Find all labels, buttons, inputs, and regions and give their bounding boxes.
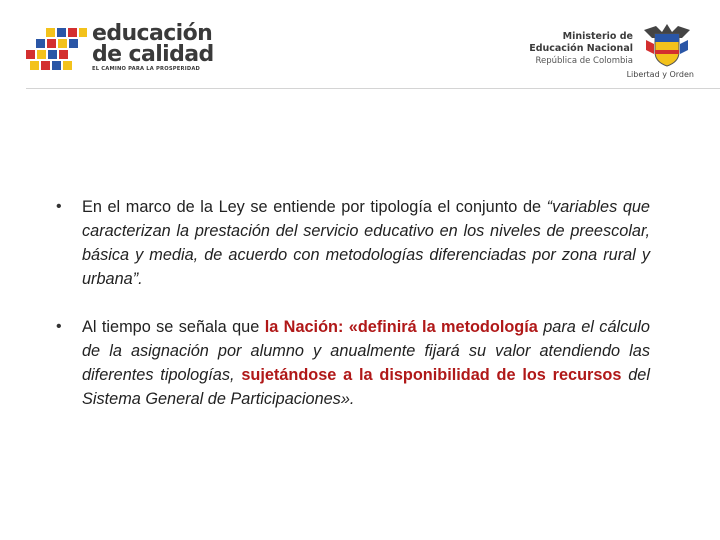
bullet-text	[82, 195, 650, 291]
quoted-text-segment: para el cálculo de la asignación por alumno y anualmente fijará su valor atendiendo las diferentes tipologías,	[82, 318, 650, 384]
motto-text: Libertad y Orden	[626, 70, 694, 79]
quoted-text-segment: del Sistema General de Participaciones».	[82, 366, 650, 408]
brand-line-1: educación	[92, 21, 213, 46]
slide-body	[56, 195, 650, 435]
slide-header	[0, 0, 720, 90]
bullet-item	[56, 195, 650, 291]
educacion-de-calidad-logo	[26, 21, 214, 74]
ministry-name	[529, 31, 633, 67]
brand-text	[92, 23, 214, 72]
bullet-item	[56, 315, 650, 411]
bullet-marker: •	[56, 318, 62, 335]
colored-cubes-icon	[26, 26, 88, 72]
ministry-line-1: Ministerio de	[562, 31, 633, 42]
ministry-line-2: Educación Nacional	[529, 43, 633, 54]
highlighted-text-segment: la Nación: «definirá la metodología	[264, 318, 538, 336]
bullet-text	[82, 315, 650, 411]
ministry-line-3: República de Colombia	[535, 56, 633, 66]
highlighted-text-segment: sujetándose a la disponibilidad de los recursos	[241, 366, 622, 384]
quoted-text-segment: “variables que caracterizan la prestación del servicio educativo en los niveles de preescolar, básica y media, de acuerdo con metodologías diferenciadas por zona rural y urbana”.	[82, 198, 650, 288]
bullet-marker: •	[56, 198, 62, 215]
coat-of-arms-icon	[642, 20, 692, 68]
text-segment: En el marco de la Ley se entiende por tipología el conjunto de	[82, 198, 547, 216]
brand-slogan: EL CAMINO PARA LA PROSPERIDAD	[92, 66, 201, 72]
brand-line-2: de calidad	[92, 42, 214, 67]
text-segment: Al tiempo se señala que	[82, 318, 265, 336]
header-divider	[26, 88, 720, 89]
ministerio-logo	[520, 20, 700, 82]
